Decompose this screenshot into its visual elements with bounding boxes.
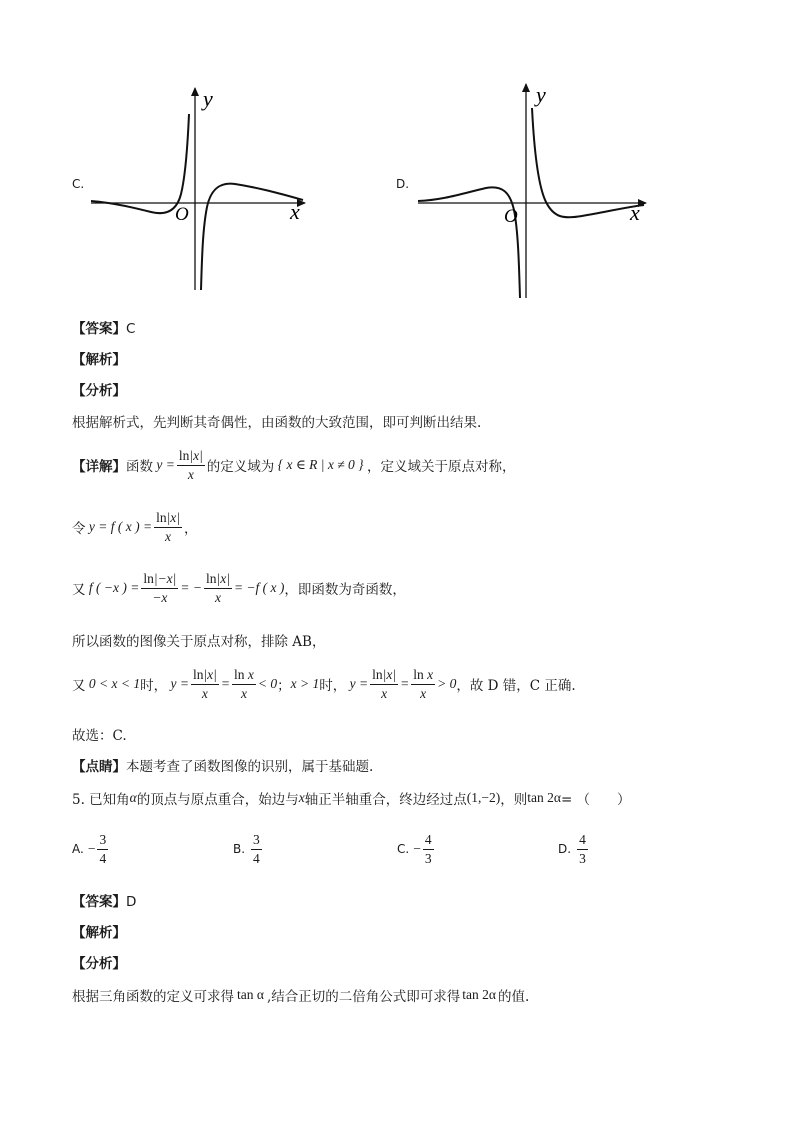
option-label: C. [397,842,410,857]
option-fraction [577,832,588,866]
q4-detail-line5 [72,667,576,701]
graph-d [414,78,654,302]
formula: = − [180,580,202,596]
domain-set: { x ∈ R | x ≠ 0 } [274,457,367,473]
q5-option-c[interactable] [397,832,436,866]
q5-option-d[interactable] [558,832,590,866]
q5-fenxi-text [72,985,529,1005]
dianjing-tag: 【点睛】 [72,759,126,775]
answer-tag: 【答案】 [72,321,126,337]
dianjing-text: 本题考查了函数图像的识别，属于基础题. [126,759,374,775]
denominator: 4 [253,850,260,866]
answer-tag: 【答案】 [72,894,126,910]
fraction: $\frac{\ln|-x|}{-x}$ [143,571,177,605]
fraction: $\frac{\ln|x|}{x}$ [372,667,397,701]
q5-option-b[interactable] [233,832,264,866]
denominator: 3 [579,850,586,866]
q4-dianjing [72,755,373,775]
detail-text: 令 [72,521,86,538]
q4-detail-line3 [72,571,406,605]
origin-label: O [175,204,189,225]
q5-analysis-tag: 【解析】 [72,925,126,941]
detail-text: ，即函数为奇函数， [284,582,406,599]
denominator: 3 [424,850,432,866]
option-sign: − [87,841,96,857]
q4-answer [72,317,135,337]
q4-analysis-tag: 【解析】 [72,352,126,368]
option-fraction [251,832,262,866]
point: (1,−2) [466,790,501,805]
fenxi-text: 根据三角函数的定义可求得 [72,989,234,1005]
stem-text: = （ ） [560,792,631,808]
stem-text: 5. 已知角 [72,792,130,808]
stem-text: ，则 [500,792,528,808]
answer-value: D [126,894,137,910]
formula: y = [167,676,189,692]
option-fraction [423,832,434,866]
punct: ， [184,521,198,538]
detail-text: 时， [319,678,347,695]
alpha: α [129,790,137,805]
detail-text: 又 [72,582,86,599]
fraction: $\frac{\ln|x|}{x}$ [156,510,181,544]
detail-text: ； [277,678,291,695]
q4-fenxi-tag: 【分析】 [72,383,126,399]
q4-detail-line1 [72,448,515,482]
option-d-label: D. [396,177,410,191]
formula: < 0 [257,676,278,692]
curve-right [201,184,303,290]
detail-tag: 【详解】 [72,459,126,476]
q5-stem [72,788,631,808]
q5-answer [72,890,136,910]
curve-left [418,187,520,298]
formula: 0 < x < 1 [85,676,141,692]
formula: > 0 [437,676,457,692]
formula: x > 1 [290,676,320,692]
fraction: $\frac{\ln|x|}{x}$ [178,448,203,482]
stem-text: 的顶点与原点重合，始边与 [136,792,299,808]
formula: f ( −x ) = [85,580,140,596]
q4-conclusion: 故选：C. [72,728,127,744]
answer-value: C [126,321,136,337]
y-axis-label: y [536,82,546,107]
option-sign: − [413,841,421,857]
detail-text: 的定义域为 [206,459,275,476]
numerator: 4 [577,832,588,850]
fraction: $\frac{\ln|x|}{x}$ [192,667,217,701]
q5-fenxi-tag: 【分析】 [72,956,126,972]
tan-alpha: tan α [237,987,264,1002]
x-var: x [298,790,305,805]
stem-text: 轴正半轴重合，终边经过点 [304,792,467,808]
detail-text: 函数 [126,459,153,476]
x-axis-label: x [630,200,640,225]
q4-detail-line2 [72,510,198,544]
formula: y = [153,457,175,473]
q4-fenxi-text: 根据解析式，先判断其奇偶性，由函数的大致范围，即可判断出结果. [72,415,482,431]
curve-right [532,108,644,217]
fraction: $\frac{\text{ln x}}{x}$ [234,667,254,701]
denominator: 4 [99,850,107,866]
detail-text: 时， [140,678,168,695]
detail-text: 又 [72,678,86,695]
option-fraction [97,832,108,866]
option-label: B. [233,842,246,857]
formula: = −f ( x ) [233,580,285,596]
tan-2alpha: tan 2α [527,790,561,805]
fenxi-text: 的值. [497,989,530,1005]
formula: y = f ( x ) = [85,519,153,535]
graph-c [85,82,315,294]
tan-2alpha: tan 2α [462,987,496,1002]
y-axis-label: y [203,86,213,111]
origin-label: O [504,206,518,227]
q5-option-a[interactable] [72,832,110,866]
fenxi-text: ,结合正切的二倍角公式即可求得 [266,989,461,1005]
fraction: $\frac{\text{ln x}}{x}$ [413,667,434,701]
fraction: $\frac{\ln|x|}{x}$ [206,571,230,605]
x-axis-label: x [290,199,300,224]
formula: y = [346,676,369,692]
numerator: 3 [97,832,108,850]
detail-text: ，定义域关于原点对称， [366,459,516,476]
q4-detail-line4: 所以函数的图像关于原点对称，排除 AB， [72,634,326,650]
detail-text: ，故 D 错，C 正确. [456,678,576,695]
option-c-label: C. [72,177,85,191]
formula: = [400,676,410,692]
numerator: 3 [251,832,262,850]
curve-left [91,114,189,213]
formula: = [220,676,231,692]
option-label: A. [72,842,84,857]
option-label: D. [558,842,572,857]
numerator: 4 [423,832,434,850]
